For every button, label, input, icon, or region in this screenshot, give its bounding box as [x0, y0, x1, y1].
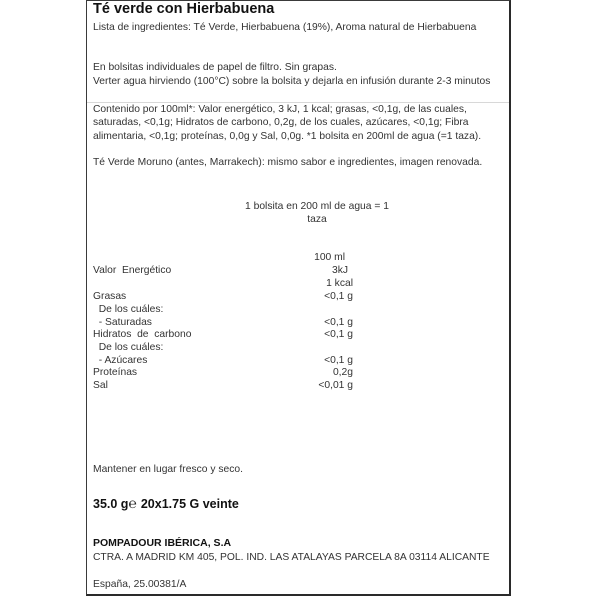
nutrient-value: 1 kcal [326, 278, 353, 289]
nutrition-row [93, 264, 353, 277]
nutrient-value: 3kJ [331, 265, 348, 276]
column-header-100ml: 100 ml [314, 252, 345, 263]
product-label [86, 0, 511, 596]
nutrition-row [93, 341, 353, 354]
nutrient-name: - Azúcares [93, 355, 148, 366]
nutrient-name: De los cuáles: [93, 304, 164, 315]
nutrient-value: <0,1 g [324, 355, 353, 366]
nutrient-name: Valor Energético [93, 265, 172, 276]
net-weight-value: 35.0 g [93, 497, 129, 511]
nutrient-value: 0,2g [332, 367, 353, 378]
preparation-instructions: Verter agua hirviendo (100°C) sobre la bolsita y dejarla en infusión durante 2-3 minutos [93, 76, 491, 87]
net-weight [93, 495, 239, 511]
nutrient-value: <0,01 g [318, 380, 353, 391]
nutrition-row [93, 303, 353, 316]
sanitary-registry: España, 25.00381/A [93, 579, 187, 590]
nutrient-name: - Saturadas [93, 317, 152, 328]
ingredients-list: Lista de ingredientes: Té Verde, Hierbabuena (19%), Aroma natural de Hierbabuena [93, 22, 477, 33]
nutrition-column-header [93, 251, 353, 264]
product-title: Té verde con Hierbabuena [93, 1, 275, 17]
nutrient-value: <0,1 g [324, 291, 353, 302]
company-name: POMPADOUR IBÉRICA, S.A [93, 537, 232, 549]
estimated-sign-icon: ℮ [128, 495, 137, 511]
storage-instructions: Mantener en lugar fresco y seco. [93, 464, 243, 475]
nutrient-name: Grasas [93, 291, 127, 302]
nutrition-row [93, 277, 353, 290]
serving-header: 1 bolsita en 200 ml de agua = 1 taza [245, 201, 389, 226]
nutrient-name: De los cuáles: [93, 342, 164, 353]
packaging-note: En bolsitas individuales de papel de filtro. Sin grapas. [93, 62, 337, 73]
nutrient-name: Proteínas [93, 367, 138, 378]
nutrition-row [93, 290, 353, 303]
nutrition-row [93, 366, 353, 379]
nutrition-summary: Contenido por 100ml*: Valor energético, 3 kJ, 1 kcal; grasas, <0,1g, de las cuales, saturadas, <0,1g; Hidratos de carbono, 0,2g, de los cuales, azúcares, <0,1g; Fibra alimentaria, <0,1g; proteínas, 0,0g y Sal, 0,0g. *1 bolsita en 200ml de agua (=1 taza). [93, 104, 482, 142]
package-detail: 20x1.75 G veinte [140, 497, 239, 511]
nutrient-value: <0,1 g [324, 317, 353, 328]
nutrient-name: Sal [93, 380, 108, 391]
nutrient-value: <0,1 g [324, 329, 353, 340]
nutrition-row [93, 379, 353, 392]
company-address: CTRA. A MADRID KM 405, POL. IND. LAS ATALAYAS PARCELA 8A 03114 ALICANTE [93, 552, 490, 563]
nutrient-name: Hidratos de carbono [93, 329, 192, 340]
rename-note: Té Verde Moruno (antes, Marrakech): mismo sabor e ingredientes, imagen renovada. [93, 157, 483, 168]
nutrition-row [93, 328, 353, 341]
